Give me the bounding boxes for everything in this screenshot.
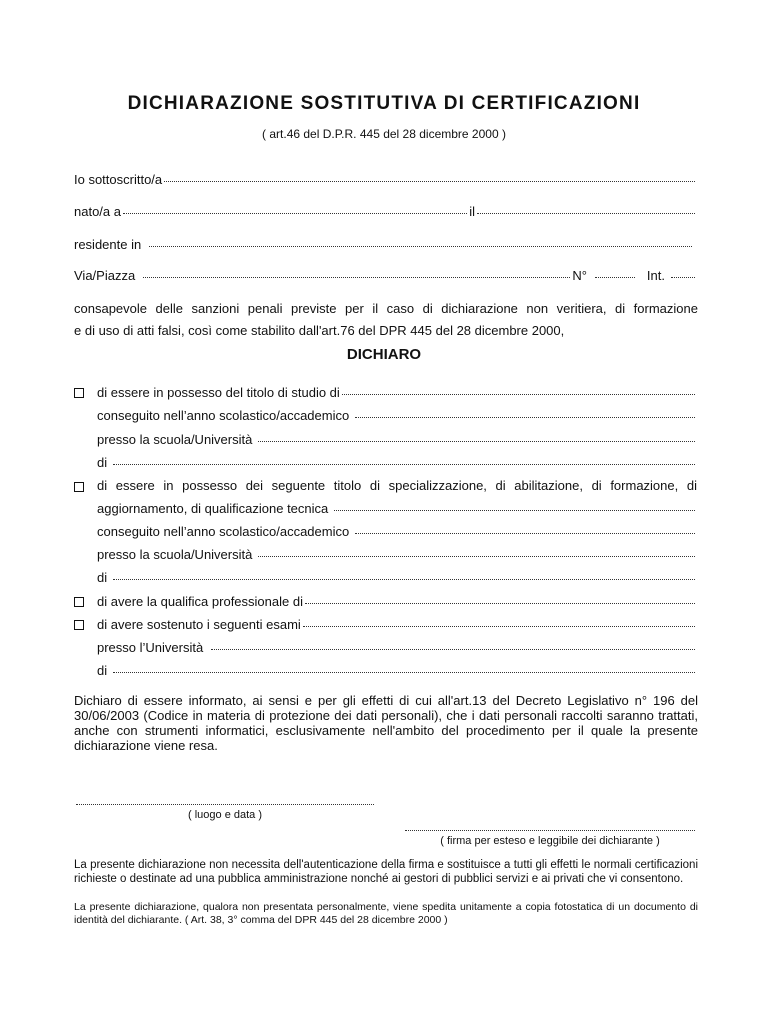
anno2-field[interactable] xyxy=(355,532,695,534)
residente-row xyxy=(74,237,694,255)
scuola1-field[interactable] xyxy=(258,440,695,442)
anno1-label: conseguito nell’anno scolastico/accademico xyxy=(97,408,350,423)
di1-label: di xyxy=(97,455,108,470)
checkbox-esami[interactable] xyxy=(74,620,84,630)
esami-row xyxy=(97,617,697,635)
checkbox-specializzazione[interactable] xyxy=(74,482,84,492)
firma-field[interactable] xyxy=(405,829,695,831)
universita-label: presso l’Università xyxy=(97,640,204,655)
page-title: DICHIARAZIONE SOSTITUTIVA DI CERTIFICAZIONI xyxy=(127,93,641,114)
di3-label: di xyxy=(97,663,108,678)
specializzazione-label-1: di essere in possesso dei seguente titolo di specializzazione, di abilitazione, di formazione, di xyxy=(97,478,697,493)
di3-row xyxy=(97,663,697,681)
anno1-field[interactable] xyxy=(355,416,695,418)
scuola1-row xyxy=(97,432,697,450)
nato-luogo-field[interactable] xyxy=(123,212,467,214)
via-label: Via/Piazza xyxy=(74,268,136,283)
dichiaro-heading: DICHIARO xyxy=(346,346,422,363)
luogo-data-caption: ( luogo e data ) xyxy=(188,809,262,821)
int-label: Int. xyxy=(646,268,665,283)
via-field[interactable] xyxy=(143,276,570,278)
luogo-data-field[interactable] xyxy=(76,803,374,805)
nato-row xyxy=(74,204,697,222)
residente-label: residente in xyxy=(74,237,142,252)
il-label: il xyxy=(469,204,475,219)
di3-field[interactable] xyxy=(113,671,695,673)
specializzazione-row-2 xyxy=(97,501,697,519)
specializzazione-label-2: aggiornamento, di qualificazione tecnica xyxy=(97,501,329,516)
anno1-row xyxy=(97,408,697,426)
titolo-studio-field[interactable] xyxy=(342,393,695,395)
note-copia-documento: La presente dichiarazione, qualora non presentata personalmente, viene spedita unitamente a copia fotostatica di un documento di identità del dichiarante. ( Art. 38, 3° comma del DPR 445 del 28 dicembre 2000 ) xyxy=(74,901,698,926)
int-field[interactable] xyxy=(671,276,695,278)
consapevole-line-1: consapevole delle sanzioni penali previste per il caso di dichiarazione non veritiera, di formazione xyxy=(74,301,698,316)
sottoscritto-label: Io sottoscritto/a xyxy=(74,172,163,187)
esami-field[interactable] xyxy=(303,625,695,627)
di2-label: di xyxy=(97,570,108,585)
note-autenticazione: La presente dichiarazione non necessita dell'autenticazione della firma e sostituisce a tutti gli effetti le normali certificazioni richieste o destinate ad una pubblica amministrazione nonché ai gestori di pubblici servizi e ai privati che vi consentono. xyxy=(74,859,698,885)
privacy-paragraph: Dichiaro di essere informato, ai sensi e per gli effetti di cui all'art.13 del Decreto Legislativo n° 196 del 30/06/2003 (Codice in materia di protezione dei dati personali), che i dati personali raccolti saranno trattati, anche con strumenti informatici, esclusivamente nell'ambito del procedimento per il quale la presente dichiarazione viene resa. xyxy=(74,693,698,753)
scuola2-label: presso la scuola/Università xyxy=(97,547,253,562)
consapevole-line-2: e di uso di atti falsi, così come stabilito dall'art.76 del DPR 445 del 28 dicembre 2000, xyxy=(74,323,565,338)
titolo-studio-label: di essere in possesso del titolo di studio di xyxy=(97,385,340,400)
qualifica-label: di avere la qualifica professionale di xyxy=(97,594,303,609)
nato-label: nato/a a xyxy=(74,204,121,219)
anno2-label: conseguito nell’anno scolastico/accademico xyxy=(97,524,350,539)
sottoscritto-row xyxy=(74,172,697,190)
titolo-studio-row xyxy=(97,385,697,403)
scuola2-row xyxy=(97,547,697,565)
specializzazione-field[interactable] xyxy=(334,509,695,511)
page-subtitle: ( art.46 del D.P.R. 445 del 28 dicembre 2000 ) xyxy=(262,127,506,141)
universita-row xyxy=(97,640,697,658)
di2-row xyxy=(97,570,697,588)
esami-label: di avere sostenuto i seguenti esami xyxy=(97,617,301,632)
numero-field[interactable] xyxy=(595,276,635,278)
qualifica-field[interactable] xyxy=(305,602,695,604)
universita-field[interactable] xyxy=(211,648,695,650)
di2-field[interactable] xyxy=(113,578,695,580)
residente-field[interactable] xyxy=(149,245,692,247)
firma-caption: ( firma per esteso e leggibile dei dichiarante ) xyxy=(440,835,660,847)
scuola2-field[interactable] xyxy=(258,555,695,557)
qualifica-row xyxy=(97,594,697,612)
specializzazione-row-1 xyxy=(97,478,697,496)
di1-row xyxy=(97,455,697,473)
checkbox-qualifica[interactable] xyxy=(74,597,84,607)
nato-data-field[interactable] xyxy=(477,212,695,214)
di1-field[interactable] xyxy=(113,463,695,465)
via-row xyxy=(74,268,697,286)
consapevole-paragraph xyxy=(74,298,698,342)
scuola1-label: presso la scuola/Università xyxy=(97,432,253,447)
numero-label: N° xyxy=(572,268,587,283)
sottoscritto-field[interactable] xyxy=(164,180,695,182)
anno2-row xyxy=(97,524,697,542)
checkbox-titolo-studio[interactable] xyxy=(74,388,84,398)
